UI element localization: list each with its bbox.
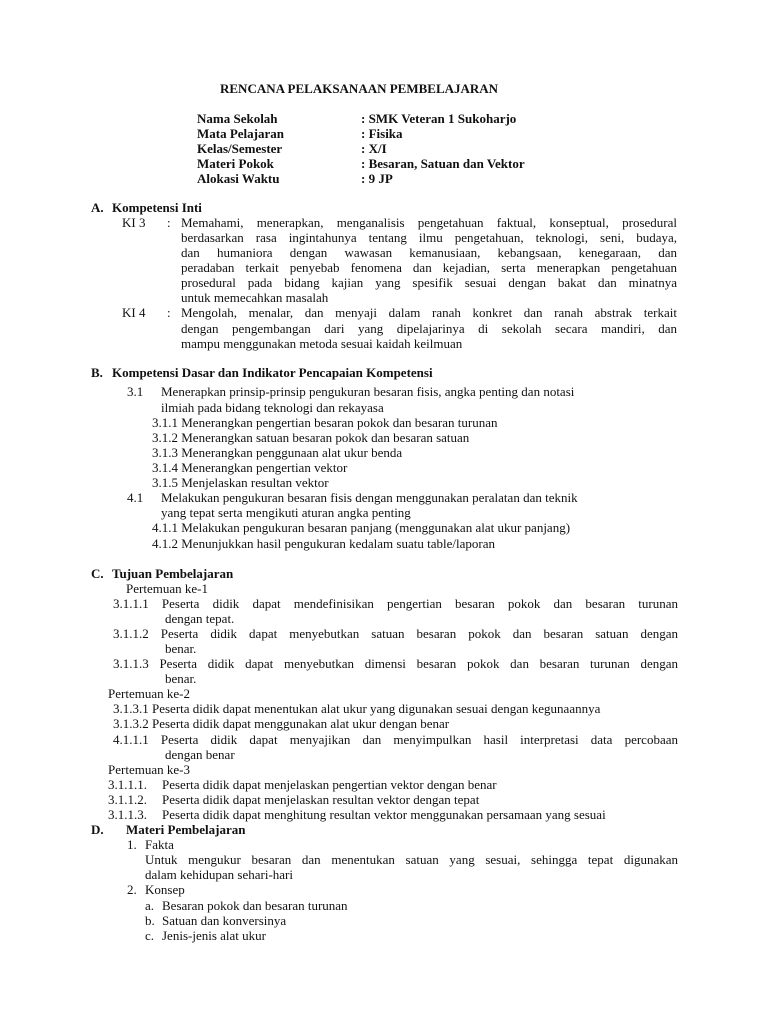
- identity-value: : X/I: [361, 141, 387, 156]
- objective-line: 4.1.1.1 Peserta didik dapat menyajikan dan menyimpulkan hasil interpretasi data percobaan: [113, 732, 678, 747]
- concept-letter: c.: [145, 928, 155, 943]
- indicator-item: 4.1.1 Melakukan pengukuran besaran panjang (menggunakan alat ukur panjang): [152, 520, 571, 535]
- kd-text-line: ilmiah pada bidang teknologi dan rekayasa: [161, 400, 384, 415]
- objective-line: 3.1.3.1 Peserta didik dapat menentukan alat ukur yang digunakan sesuai dengan kegunaannya: [113, 701, 601, 716]
- ki-colon: :: [167, 305, 171, 320]
- ki-text-line: Memahami, menerapkan, menganalisis pengetahuan faktual, konseptual, prosedural: [181, 215, 677, 230]
- section-heading: Tujuan Pembelajaran: [112, 566, 234, 581]
- identity-value: : 9 JP: [361, 171, 393, 186]
- concept-letter: a.: [145, 898, 155, 913]
- identity-label: Nama Sekolah: [197, 111, 278, 126]
- objective-number: 3.1.1.1.: [108, 777, 147, 792]
- identity-value: : Besaran, Satuan dan Vektor: [361, 156, 525, 171]
- ki-text-line: untuk memecahkan masalah: [181, 290, 329, 305]
- objective-line: benar.: [165, 641, 197, 656]
- objective-text: Peserta didik dapat menjelaskan resultan vektor dengan tepat: [162, 792, 480, 807]
- indicator-item: 4.1.2 Menunjukkan hasil pengukuran kedalam suatu table/laporan: [152, 536, 495, 551]
- material-text-line: Untuk mengukur besaran dan menentukan satuan yang sesuai, sehingga tepat digunakan: [145, 852, 678, 867]
- objective-line: benar.: [165, 671, 197, 686]
- ki-text-line: prosedural pada bidang kajian yang spesifik sesuai dengan bakat dan minatnya: [181, 275, 677, 290]
- objective-line: 3.1.1.1 Peserta didik dapat mendefinisikan pengertian besaran pokok dan besaran turunan: [113, 596, 678, 611]
- ki-text-line: dan humaniora dengan wawasan kemanusiaan, kebangsaan, kenegaraan, dan: [181, 245, 677, 260]
- identity-label: Kelas/Semester: [197, 141, 283, 156]
- kd-text-line: Melakukan pengukuran besaran fisis dengan menggunakan peralatan dan teknik: [161, 490, 578, 505]
- section-letter: D.: [91, 822, 104, 837]
- objective-line: dengan tepat.: [165, 611, 235, 626]
- section-letter: B.: [91, 365, 103, 380]
- indicator-item: 3.1.3 Menerangkan penggunaan alat ukur benda: [152, 445, 403, 460]
- objective-text: Peserta didik dapat menghitung resultan vektor menggunakan persamaan yang sesuai: [162, 807, 606, 822]
- kd-number: 3.1: [127, 384, 144, 399]
- concept-item: Jenis-jenis alat ukur: [162, 928, 266, 943]
- meeting-label: Pertemuan ke-3: [108, 762, 190, 777]
- section-heading: Kompetensi Dasar dan Indikator Pencapaian Kompetensi: [112, 365, 433, 380]
- ki-code: KI 4: [122, 305, 146, 320]
- objective-line: 3.1.1.3 Peserta didik dapat menyebutkan dimensi besaran pokok dan besaran turunan dengan: [113, 656, 678, 671]
- material-label: Konsep: [145, 882, 185, 897]
- section-letter: A.: [91, 200, 104, 215]
- identity-value: : SMK Veteran 1 Sukoharjo: [361, 111, 517, 126]
- objective-number: 3.1.1.2.: [108, 792, 147, 807]
- meeting-label: Pertemuan ke-1: [126, 581, 208, 596]
- ki-colon: :: [167, 215, 171, 230]
- kd-number: 4.1: [127, 490, 144, 505]
- material-number: 2.: [127, 882, 137, 897]
- document-title: RENCANA PELAKSANAAN PEMBELAJARAN: [220, 81, 499, 96]
- indicator-item: 3.1.4 Menerangkan pengertian vektor: [152, 460, 348, 475]
- indicator-item: 3.1.1 Menerangkan pengertian besaran pokok dan besaran turunan: [152, 415, 498, 430]
- meeting-label: Pertemuan ke-2: [108, 686, 190, 701]
- material-text-line: dalam kehidupan sehari-hari: [145, 867, 293, 882]
- material-number: 1.: [127, 837, 137, 852]
- identity-value: : Fisika: [361, 126, 403, 141]
- ki-code: KI 3: [122, 215, 146, 230]
- identity-label: Alokasi Waktu: [197, 171, 280, 186]
- identity-label: Materi Pokok: [197, 156, 274, 171]
- ki-text-line: mampu menggunakan metoda sesuai kaidah keilmuan: [181, 336, 463, 351]
- objective-line: 3.1.1.2 Peserta didik dapat menyebutkan satuan besaran pokok dan besaran satuan dengan: [113, 626, 678, 641]
- material-label: Fakta: [145, 837, 174, 852]
- indicator-item: 3.1.2 Menerangkan satuan besaran pokok dan besaran satuan: [152, 430, 470, 445]
- ki-text-line: peradaban terkait penyebab fenomena dan kejadian, serta menerapkan pengetahuan: [181, 260, 677, 275]
- ki-text-line: dengan pengembangan dari yang dipelajarinya di sekolah secara mandiri, dan: [181, 321, 677, 336]
- ki-text-line: Mengolah, menalar, dan menyaji dalam ranah konkret dan ranah abstrak terkait: [181, 305, 677, 320]
- concept-item: Satuan dan konversinya: [162, 913, 287, 928]
- objective-number: 3.1.1.3.: [108, 807, 147, 822]
- identity-label: Mata Pelajaran: [197, 126, 285, 141]
- objective-line: 3.1.3.2 Peserta didik dapat menggunakan alat ukur dengan benar: [113, 716, 450, 731]
- objective-line: dengan benar: [165, 747, 235, 762]
- kd-text-line: yang tepat serta mengikuti aturan angka penting: [161, 505, 411, 520]
- section-heading: Kompetensi Inti: [112, 200, 202, 215]
- ki-text-line: berdasarkan rasa ingintahunya tentang ilmu pengetahuan, teknologi, seni, budaya,: [181, 230, 677, 245]
- concept-item: Besaran pokok dan besaran turunan: [162, 898, 348, 913]
- kd-text-line: Menerapkan prinsip-prinsip pengukuran besaran fisis, angka penting dan notasi: [161, 384, 575, 399]
- concept-letter: b.: [145, 913, 155, 928]
- indicator-item: 3.1.5 Menjelaskan resultan vektor: [152, 475, 329, 490]
- section-letter: C.: [91, 566, 104, 581]
- section-heading: Materi Pembelajaran: [126, 822, 246, 837]
- objective-text: Peserta didik dapat menjelaskan pengertian vektor dengan benar: [162, 777, 497, 792]
